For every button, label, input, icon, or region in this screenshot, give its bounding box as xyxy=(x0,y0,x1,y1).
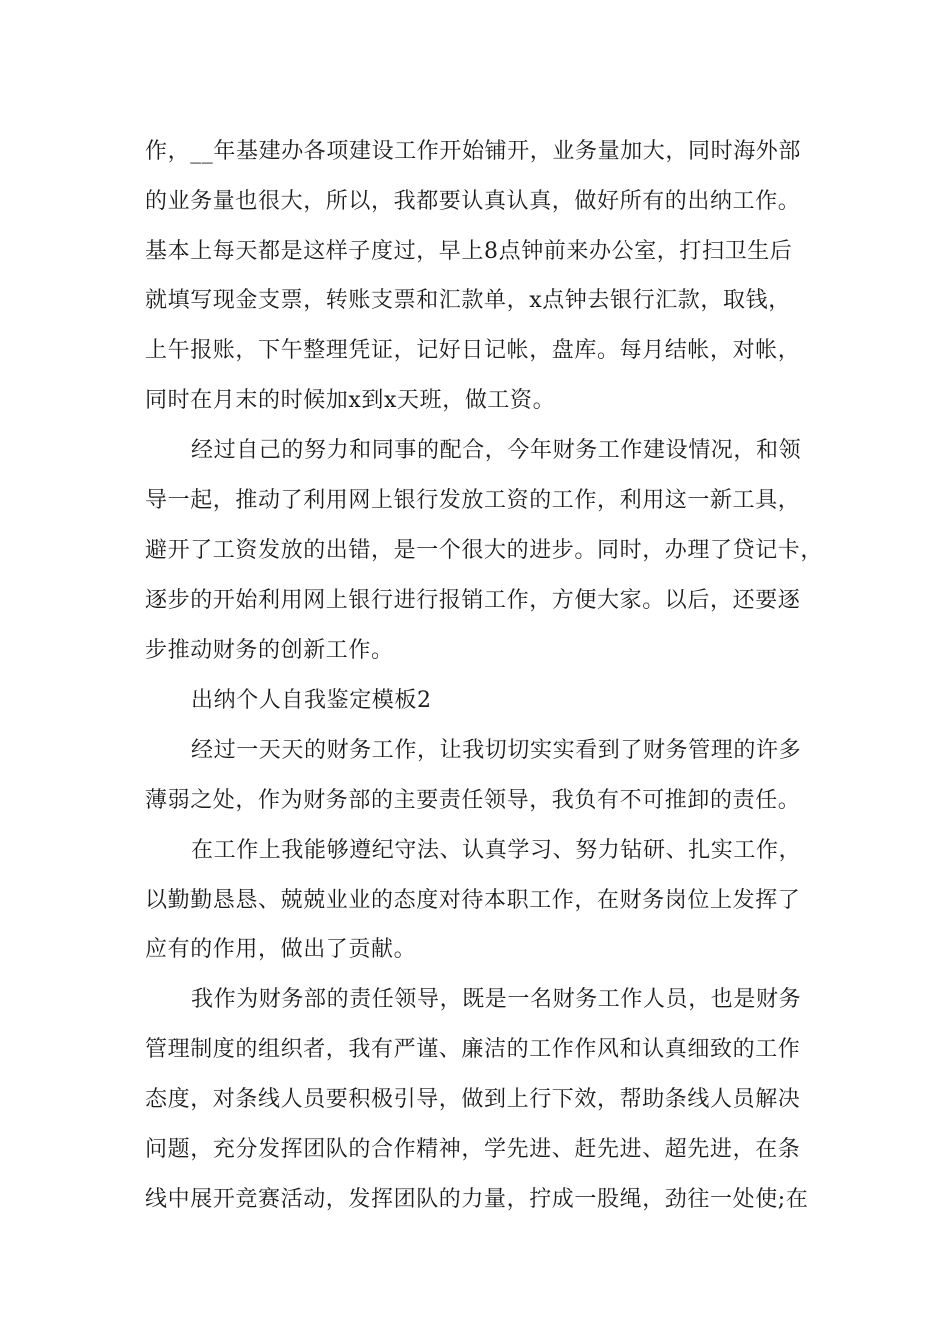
section-heading: 出纳个人自我鉴定模板2 xyxy=(191,688,432,713)
text-line: 基本上每天都是这样子度过，早上8点钟前来办公室，打扫卫生后 xyxy=(145,239,793,264)
text-line: 经过一天天的财务工作，让我切切实实看到了财务管理的许多 xyxy=(191,738,802,763)
text-line: 经过自己的努力和同事的配合，今年财务工作建设情况，和领 xyxy=(191,438,802,463)
text-line: 态度，对条线人员要积极引导，做到上行下效，帮助条线人员解决 xyxy=(145,1087,801,1112)
text-line: 问题，充分发挥团队的合作精神，学先进、赶先进、超先进，在条 xyxy=(145,1137,801,1162)
text-line: 线中展开竞赛活动，发挥团队的力量，拧成一股绳，劲往一处使;在 xyxy=(145,1187,809,1212)
text-line: 就填写现金支票，转账支票和汇款单，x点钟去银行汇款，取钱， xyxy=(145,288,791,313)
text-line: 我作为财务部的责任领导，既是一名财务工作人员，也是财务 xyxy=(191,987,802,1012)
text-line: 上午报账，下午整理凭证，记好日记帐，盘库。每月结帐，对帐， xyxy=(145,338,801,363)
text-line: 管理制度的组织者，我有严谨、廉洁的工作作风和认真细致的工作 xyxy=(145,1037,801,1062)
text-line: 同时在月末的时候加x到x天班，做工资。 xyxy=(145,388,556,413)
text-line: 应有的作用，做出了贡献。 xyxy=(145,937,417,962)
text-line: 以勤勤恳恳、兢兢业业的态度对待本职工作，在财务岗位上发挥了 xyxy=(145,888,801,913)
text-line: 在工作上我能够遵纪守法、认真学习、努力钻研、扎实工作， xyxy=(191,838,802,863)
text-line: 作，__年基建办各项建设工作开始铺开，业务量加大，同时海外部 xyxy=(145,139,802,164)
text-line: 逐步的开始利用网上银行进行报销工作，方便大家。以后，还要逐 xyxy=(145,588,801,613)
text-line: 的业务量也很大，所以，我都要认真认真，做好所有的出纳工作。 xyxy=(145,189,801,214)
text-line: 步推动财务的创新工作。 xyxy=(145,638,394,663)
text-line: 避开了工资发放的出错，是一个很大的进步。同时，办理了贷记卡， xyxy=(145,538,824,563)
text-line: 薄弱之处，作为财务部的主要责任领导，我负有不可推卸的责任。 xyxy=(145,788,801,813)
text-line: 导一起，推动了利用网上银行发放工资的工作，利用这一新工具， xyxy=(145,488,801,513)
